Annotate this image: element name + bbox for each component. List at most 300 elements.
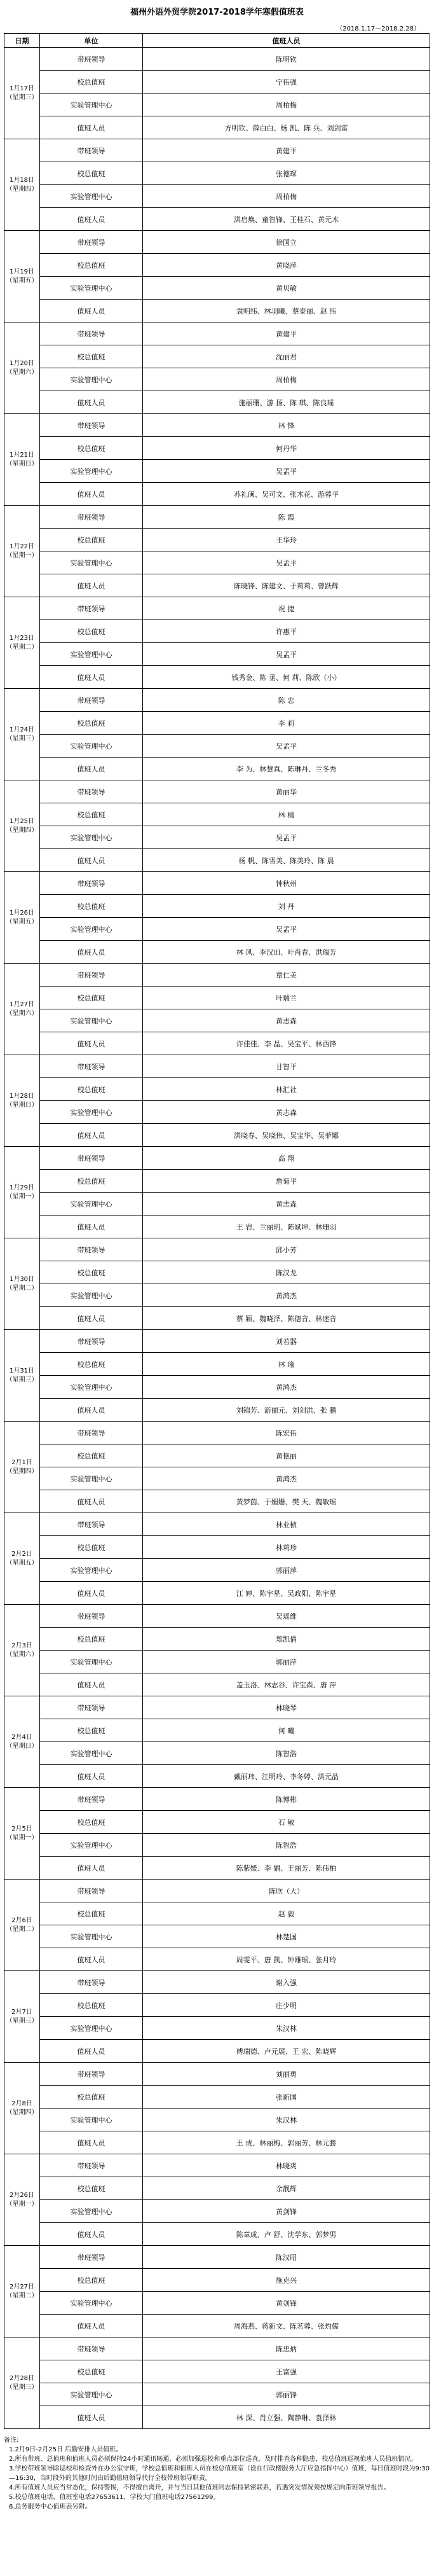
- duty-unit: 校总值班: [40, 712, 143, 735]
- date-cell: [4, 689, 40, 780]
- duty-unit: 实验管理中心: [40, 918, 143, 941]
- date-label: 2月5日: [11, 1825, 32, 1832]
- duty-staff: 徐国立: [143, 231, 430, 254]
- date-label: 1月26日: [9, 909, 35, 917]
- note-item: 5.校总值班电话，值班室电话27653611，学校大门值班电话27561299。: [9, 2494, 220, 2501]
- duty-staff: 袁明纬、林羽曦、蔡泰丽、赵 纬: [143, 300, 430, 322]
- column-header-date: 日期: [4, 34, 40, 48]
- weekday-label: （星期三）: [6, 93, 38, 101]
- duty-unit: 校总值班: [40, 1536, 143, 1559]
- duty-unit: 校总值班: [40, 1902, 143, 1925]
- date-cell: [4, 780, 40, 872]
- date-cell: [4, 2337, 40, 2429]
- duty-staff: 王华玲: [143, 529, 430, 551]
- duty-staff: 高 翔: [143, 1147, 430, 1170]
- date-cell: [4, 2063, 40, 2154]
- duty-unit: 带班领导: [40, 780, 143, 803]
- duty-unit: 值班人员: [40, 1124, 143, 1147]
- duty-staff: 洪晓春、吴晓伟、吴宝华、吴菲娜: [143, 1124, 430, 1147]
- duty-unit: 校总值班: [40, 2177, 143, 2200]
- weekday-label: （星期一）: [6, 2200, 38, 2208]
- duty-unit: 带班领导: [40, 414, 143, 437]
- duty-staff: 盖玉洛、林志谷、许宝森、唐 萍: [143, 1673, 430, 1696]
- duty-staff: 方明钦、薛白白、杨 凯、陈 兵、刘剑雷: [143, 116, 430, 139]
- duty-unit: 校总值班: [40, 620, 143, 643]
- duty-unit: 值班人员: [40, 2223, 143, 2246]
- duty-staff: 林楚国: [143, 1925, 430, 1948]
- duty-staff: 郭丽萍: [143, 1651, 430, 1673]
- duty-staff: 周柏梅: [143, 185, 430, 208]
- duty-unit: 值班人员: [40, 116, 143, 139]
- duty-unit: 校总值班: [40, 2269, 143, 2292]
- date-label: 1月21日: [9, 451, 35, 459]
- duty-unit: 值班人员: [40, 1215, 143, 1238]
- duty-unit: 带班领导: [40, 322, 143, 345]
- duty-staff: 郑凯倩: [143, 1628, 430, 1651]
- duty-unit: 值班人员: [40, 849, 143, 872]
- duty-unit: 实验管理中心: [40, 368, 143, 391]
- duty-unit: 实验管理中心: [40, 1651, 143, 1673]
- duty-unit: 校总值班: [40, 1811, 143, 1834]
- date-cell: [4, 1330, 40, 1422]
- roster-content: [4, 33, 430, 2512]
- duty-staff: 何 曦: [143, 1719, 430, 1742]
- duty-staff: 钟秋州: [143, 872, 430, 895]
- duty-unit: 值班人员: [40, 1857, 143, 1880]
- duty-staff: 郭丽锋: [143, 2383, 430, 2406]
- duty-unit: 实验管理中心: [40, 2383, 143, 2406]
- duty-staff: 陈忠炳: [143, 2337, 430, 2360]
- duty-unit: 校总值班: [40, 71, 143, 93]
- duty-unit: 实验管理中心: [40, 643, 143, 666]
- duty-staff: 朱汉林: [143, 2017, 430, 2040]
- duty-unit: 实验管理中心: [40, 2109, 143, 2131]
- date-cell: [4, 231, 40, 322]
- duty-staff: 陈紫媛、李 娟、王丽芳、陈伟柏: [143, 1857, 430, 1880]
- duty-unit: 带班领导: [40, 2063, 143, 2086]
- weekday-label: （星期六）: [6, 1009, 38, 1017]
- duty-roster-table: [4, 33, 430, 2429]
- weekday-label: （星期四）: [6, 826, 38, 834]
- duty-staff: 林 楠: [143, 803, 430, 826]
- duty-unit: 实验管理中心: [40, 1742, 143, 1765]
- page-title: 福州外语外贸学院2017-2018学年寒假值班表: [130, 8, 304, 17]
- duty-unit: 带班领导: [40, 139, 143, 162]
- duty-staff: 庄少明: [143, 1994, 430, 2017]
- duty-staff: 黄鸿杰: [143, 1467, 430, 1490]
- duty-staff: 李 莉: [143, 712, 430, 735]
- duty-unit: 值班人员: [40, 1582, 143, 1605]
- duty-staff: 林汇社: [143, 1078, 430, 1101]
- duty-unit: 校总值班: [40, 162, 143, 185]
- date-label: 1月24日: [9, 726, 35, 733]
- duty-unit: 实验管理中心: [40, 93, 143, 116]
- duty-staff: 叶瑞兰: [143, 987, 430, 1009]
- duty-unit: 带班领导: [40, 689, 143, 712]
- duty-staff: 黄志森: [143, 1101, 430, 1124]
- duty-staff: 陈宏伟: [143, 1422, 430, 1444]
- weekday-label: （星期六）: [6, 368, 38, 376]
- duty-unit: 校总值班: [40, 254, 143, 277]
- duty-staff: 林晓爽: [143, 2154, 430, 2177]
- duty-unit: 实验管理中心: [40, 2292, 143, 2315]
- duty-staff: 傅瑞德、卢元展、王 宏、陈晓辉: [143, 2040, 430, 2063]
- duty-unit: 带班领导: [40, 2154, 143, 2177]
- date-cell: [4, 1788, 40, 1880]
- duty-staff: 黄志森: [143, 1193, 430, 1215]
- duty-staff: 王 岩、兰丽玥、陈斌坤、林珊羽: [143, 1215, 430, 1238]
- duty-unit: 实验管理中心: [40, 1009, 143, 1032]
- duty-staff: 施克兴: [143, 2269, 430, 2292]
- duty-staff: 詹菊平: [143, 1170, 430, 1193]
- duty-unit: 值班人员: [40, 1032, 143, 1055]
- weekday-label: （星期三）: [6, 1376, 38, 1383]
- duty-staff: 黄剑锋: [143, 2292, 430, 2315]
- column-header-unit: 单位: [40, 34, 143, 48]
- duty-staff: 林 风、李汉田、叶肖春、洪瑞芳: [143, 941, 430, 964]
- duty-staff: 赵 毅: [143, 1902, 430, 1925]
- column-header-staff: 值班人员: [143, 34, 430, 48]
- duty-staff: 黄梦茵、于媚姗、樊 天、魏敏瑶: [143, 1490, 430, 1513]
- duty-unit: 带班领导: [40, 1513, 143, 1536]
- date-label: 1月29日: [9, 1184, 35, 1191]
- duty-unit: 带班领导: [40, 231, 143, 254]
- duty-staff: 吴孟平: [143, 735, 430, 758]
- duty-staff: 章仁美: [143, 964, 430, 987]
- duty-unit: 校总值班: [40, 437, 143, 460]
- duty-staff: 吴孟平: [143, 460, 430, 483]
- duty-unit: 校总值班: [40, 529, 143, 551]
- date-cell: [4, 1605, 40, 1696]
- weekday-label: （星期四）: [6, 2109, 38, 2116]
- date-cell: [4, 1238, 40, 1330]
- weekday-label: （星期一）: [6, 1193, 38, 1200]
- duty-staff: 刘若器: [143, 1330, 430, 1353]
- notes-section: [4, 2435, 430, 2512]
- notes-heading: 备注:: [4, 2437, 19, 2444]
- duty-staff: 刘锦芳、游丽元、刘剑洪、张 鹏: [143, 1399, 430, 1422]
- duty-staff: 林业桢: [143, 1513, 430, 1536]
- date-cell: [4, 1880, 40, 1971]
- date-cell: [4, 1422, 40, 1513]
- date-cell: [4, 322, 40, 414]
- duty-staff: 林 锋: [143, 414, 430, 437]
- duty-unit: 带班领导: [40, 872, 143, 895]
- duty-staff: 林晓琴: [143, 1696, 430, 1719]
- duty-unit: 实验管理中心: [40, 735, 143, 758]
- date-cell: [4, 1147, 40, 1238]
- duty-staff: 郭丽萍: [143, 1559, 430, 1582]
- duty-unit: 校总值班: [40, 1628, 143, 1651]
- date-label: 1月31日: [9, 1367, 35, 1375]
- duty-staff: 黄志森: [143, 1009, 430, 1032]
- duty-staff: 沈丽君: [143, 345, 430, 368]
- date-label: 1月19日: [9, 268, 35, 275]
- duty-unit: 带班领导: [40, 2246, 143, 2269]
- duty-staff: 陈汉昭: [143, 2246, 430, 2269]
- date-label: 2月1日: [11, 1458, 32, 1466]
- duty-staff: 洪启焕、童智锋、王桂石、黄元木: [143, 208, 430, 231]
- date-label: 1月25日: [9, 817, 35, 825]
- duty-staff: 黄鸿杰: [143, 1376, 430, 1399]
- note-item: 3.学校带班领导除巡校和检查外在办公室守班，学校总值班和值班人员在校总值班室（设在行政楼服务大厅应急指挥中心）值班，每日值班时段为9:30—16:30，当时段外的其他时间由后勤值班领导代行全校带班领导职责。: [9, 2465, 430, 2482]
- duty-unit: 值班人员: [40, 1765, 143, 1788]
- duty-unit: 实验管理中心: [40, 1284, 143, 1307]
- duty-staff: 刘 丹: [143, 895, 430, 918]
- duty-unit: 值班人员: [40, 2315, 143, 2337]
- duty-staff: 朱汉林: [143, 2109, 430, 2131]
- note-item: 6.总务服务中心值班表另附。: [9, 2503, 92, 2510]
- duty-unit: 校总值班: [40, 1444, 143, 1467]
- duty-staff: 陈博彬: [143, 1788, 430, 1811]
- duty-unit: 校总值班: [40, 345, 143, 368]
- duty-staff: 杨 帆、陈雪美、陈美玲、陈 晨: [143, 849, 430, 872]
- duty-unit: 值班人员: [40, 391, 143, 414]
- duty-unit: 实验管理中心: [40, 185, 143, 208]
- duty-unit: 带班领导: [40, 1330, 143, 1353]
- duty-staff: 余靓辉: [143, 2177, 430, 2200]
- weekday-label: （星期三）: [6, 2383, 38, 2391]
- date-label: 1月18日: [9, 176, 35, 184]
- weekday-label: （星期五）: [6, 1559, 38, 1567]
- duty-staff: 陈智浩: [143, 1834, 430, 1857]
- duty-unit: 校总值班: [40, 803, 143, 826]
- duty-unit: 带班领导: [40, 1422, 143, 1444]
- date-cell: [4, 506, 40, 597]
- duty-staff: 陈章成、卢 舒、沈学东、郭梦男: [143, 2223, 430, 2246]
- date-label: 1月22日: [9, 543, 35, 550]
- duty-unit: 值班人员: [40, 758, 143, 780]
- duty-staff: 蔡 颖、魏晓泽、陈德音、林迷音: [143, 1307, 430, 1330]
- duty-unit: 值班人员: [40, 1490, 143, 1513]
- duty-unit: 实验管理中心: [40, 826, 143, 849]
- duty-unit: 值班人员: [40, 1948, 143, 1971]
- duty-staff: 祝 捷: [143, 597, 430, 620]
- duty-staff: 谢入强: [143, 1971, 430, 1994]
- date-label: 1月23日: [9, 634, 35, 642]
- duty-staff: 许佳佳、李 晶、吴宝平、林西锋: [143, 1032, 430, 1055]
- duty-staff: 许惠平: [143, 620, 430, 643]
- duty-staff: 何丹华: [143, 437, 430, 460]
- duty-unit: 实验管理中心: [40, 1193, 143, 1215]
- duty-staff: 陈 忠: [143, 689, 430, 712]
- weekday-label: （星期四）: [6, 1467, 38, 1475]
- duty-unit: 值班人员: [40, 1399, 143, 1422]
- weekday-label: （星期二）: [6, 1925, 38, 1933]
- weekday-label: （星期四）: [6, 185, 38, 193]
- duty-unit: 带班领导: [40, 1788, 143, 1811]
- duty-staff: 周柏梅: [143, 93, 430, 116]
- duty-unit: 带班领导: [40, 1971, 143, 1994]
- duty-unit: 校总值班: [40, 1994, 143, 2017]
- duty-staff: 林莉珍: [143, 1536, 430, 1559]
- duty-unit: 实验管理中心: [40, 1925, 143, 1948]
- duty-staff: 刘丽勇: [143, 2063, 430, 2086]
- date-cell: [4, 1696, 40, 1788]
- duty-staff: 黄晓萍: [143, 254, 430, 277]
- duty-staff: 周雯平、唐 凯、钟雄瑶、张月玲: [143, 1948, 430, 1971]
- duty-staff: 吴孟平: [143, 551, 430, 574]
- date-label: 1月27日: [9, 1001, 35, 1008]
- date-label: 1月30日: [9, 1275, 35, 1283]
- duty-unit: 实验管理中心: [40, 1376, 143, 1399]
- weekday-label: （星期二）: [6, 643, 38, 651]
- duty-staff: 戴丽玮、江明玲、李冬婷、洪元晶: [143, 1765, 430, 1788]
- schedule-period: （2018.1.17－2018.2.28）: [336, 25, 420, 32]
- duty-unit: 带班领导: [40, 1055, 143, 1078]
- weekday-label: （星期六）: [6, 1651, 38, 1658]
- duty-staff: 黄建平: [143, 322, 430, 345]
- weekday-label: （星期三）: [6, 2017, 38, 2025]
- duty-unit: 实验管理中心: [40, 2200, 143, 2223]
- duty-unit: 校总值班: [40, 895, 143, 918]
- date-cell: [4, 2246, 40, 2337]
- duty-staff: 苏礼闽、吴可文、张木花、游蓉平: [143, 483, 430, 506]
- duty-unit: 校总值班: [40, 2086, 143, 2109]
- duty-staff: 陈汉龙: [143, 1261, 430, 1284]
- duty-unit: 值班人员: [40, 941, 143, 964]
- weekday-label: （星期日）: [6, 1101, 38, 1109]
- duty-staff: 吴瑶维: [143, 1605, 430, 1628]
- duty-unit: 值班人员: [40, 2406, 143, 2429]
- duty-unit: 带班领导: [40, 506, 143, 529]
- date-cell: [4, 414, 40, 506]
- note-item: 2.所有带班、总值班和值班人员必须保持24小时通讯畅通，必须加强巡校和重点部位巡查，及时排查各种隐患，校总值班巡视值班人员值班情况。: [9, 2456, 417, 2463]
- weekday-label: （星期一）: [6, 551, 38, 559]
- duty-unit: 值班人员: [40, 666, 143, 689]
- duty-unit: 校总值班: [40, 987, 143, 1009]
- duty-staff: 吴孟平: [143, 643, 430, 666]
- duty-staff: 王富强: [143, 2360, 430, 2383]
- duty-staff: 宁伟强: [143, 71, 430, 93]
- duty-staff: 周柏梅: [143, 368, 430, 391]
- duty-unit: 值班人员: [40, 574, 143, 597]
- duty-unit: 实验管理中心: [40, 460, 143, 483]
- weekday-label: （星期日）: [6, 460, 38, 467]
- duty-unit: 值班人员: [40, 1673, 143, 1696]
- duty-staff: 陈晓锋、陈建文、于莉莉、曾跃辉: [143, 574, 430, 597]
- duty-unit: 实验管理中心: [40, 1834, 143, 1857]
- date-label: 1月20日: [9, 359, 35, 367]
- date-cell: [4, 1513, 40, 1605]
- date-label: 2月4日: [11, 1733, 32, 1741]
- note-item: 1.2月9日-2月25日 后勤安排人员值班。: [9, 2446, 123, 2453]
- duty-unit: 值班人员: [40, 208, 143, 231]
- duty-staff: 吴孟平: [143, 826, 430, 849]
- duty-staff: 江 婷、陈宇星、吴政阳、陈宇星: [143, 1582, 430, 1605]
- date-label: 2月7日: [11, 2008, 32, 2016]
- weekday-label: （星期日）: [6, 1742, 38, 1750]
- duty-unit: 校总值班: [40, 1078, 143, 1101]
- date-label: 2月6日: [11, 1916, 32, 1924]
- duty-unit: 带班领导: [40, 964, 143, 987]
- duty-unit: 值班人员: [40, 300, 143, 322]
- duty-staff: 林 瑜: [143, 1353, 430, 1376]
- duty-unit: 实验管理中心: [40, 2017, 143, 2040]
- duty-unit: 实验管理中心: [40, 1101, 143, 1124]
- duty-unit: 校总值班: [40, 1719, 143, 1742]
- duty-staff: 王 成、林丽梅、郭丽芳、林元勝: [143, 2131, 430, 2154]
- date-cell: [4, 1055, 40, 1147]
- duty-unit: 值班人员: [40, 1307, 143, 1330]
- duty-staff: 黄贝敏: [143, 277, 430, 300]
- duty-unit: 带班领导: [40, 1238, 143, 1261]
- weekday-label: （星期三）: [6, 735, 38, 742]
- date-cell: [4, 597, 40, 689]
- duty-unit: 带班领导: [40, 2337, 143, 2360]
- date-cell: [4, 139, 40, 231]
- duty-staff: 林 深、肖立强、陶静琳、袁泽林: [143, 2406, 430, 2429]
- duty-staff: 黄艳丽: [143, 1444, 430, 1467]
- duty-staff: 黄鸿杰: [143, 1284, 430, 1307]
- duty-staff: 钱秀金、陈 丞、何 莉、陈欣（小）: [143, 666, 430, 689]
- weekday-label: （星期二）: [6, 1284, 38, 1292]
- weekday-label: （星期二）: [6, 2292, 38, 2299]
- duty-staff: 邱小芳: [143, 1238, 430, 1261]
- weekday-label: （星期五）: [6, 918, 38, 925]
- duty-staff: 张德琛: [143, 162, 430, 185]
- duty-unit: 实验管理中心: [40, 551, 143, 574]
- weekday-label: （星期一）: [6, 1834, 38, 1841]
- date-label: 1月28日: [9, 1092, 35, 1100]
- date-label: 2月28日: [9, 2374, 35, 2382]
- duty-staff: 周海燕、蒋新文、陈茗蓉、张灼儒: [143, 2315, 430, 2337]
- duty-staff: 陈欣（大）: [143, 1880, 430, 1902]
- date-cell: [4, 872, 40, 964]
- date-label: 2月2日: [11, 1550, 32, 1558]
- duty-staff: 陈智浩: [143, 1742, 430, 1765]
- weekday-label: （星期五）: [6, 277, 38, 284]
- duty-staff: 施丽珊、游 扬、陈 琪、陈良瑶: [143, 391, 430, 414]
- duty-staff: 黄丽华: [143, 780, 430, 803]
- date-cell: [4, 1971, 40, 2063]
- date-label: 2月27日: [9, 2283, 35, 2290]
- duty-staff: 黄剑锋: [143, 2200, 430, 2223]
- duty-unit: 带班领导: [40, 1880, 143, 1902]
- date-label: 2月3日: [11, 1642, 32, 1649]
- duty-unit: 校总值班: [40, 1353, 143, 1376]
- duty-unit: 值班人员: [40, 2131, 143, 2154]
- date-cell: [4, 48, 40, 139]
- duty-unit: 带班领导: [40, 597, 143, 620]
- date-label: 1月17日: [9, 85, 35, 92]
- duty-unit: 校总值班: [40, 1170, 143, 1193]
- note-item: 4.所有值班人员应当常态化，保持警惕，不得擅自离开，并与当日其他值班同志保持紧密联系，若遇突发情况须按规定向带班领导报告。: [9, 2484, 390, 2491]
- duty-unit: 实验管理中心: [40, 277, 143, 300]
- duty-unit: 带班领导: [40, 1605, 143, 1628]
- duty-unit: 实验管理中心: [40, 1559, 143, 1582]
- duty-unit: 带班领导: [40, 48, 143, 71]
- duty-staff: 吴孟平: [143, 918, 430, 941]
- duty-staff: 甘智平: [143, 1055, 430, 1078]
- duty-staff: 陈明钦: [143, 48, 430, 71]
- duty-unit: 值班人员: [40, 483, 143, 506]
- duty-staff: 黄建平: [143, 139, 430, 162]
- date-label: 2月8日: [11, 2100, 32, 2107]
- date-label: 2月26日: [9, 2191, 35, 2199]
- duty-unit: 值班人员: [40, 2040, 143, 2063]
- duty-unit: 实验管理中心: [40, 1467, 143, 1490]
- date-cell: [4, 964, 40, 1055]
- duty-staff: 张新国: [143, 2086, 430, 2109]
- duty-unit: 带班领导: [40, 1696, 143, 1719]
- duty-unit: 带班领导: [40, 1147, 143, 1170]
- duty-staff: 石 敏: [143, 1811, 430, 1834]
- duty-staff: 陈 霞: [143, 506, 430, 529]
- duty-unit: 校总值班: [40, 1261, 143, 1284]
- date-cell: [4, 2154, 40, 2246]
- duty-staff: 李 为、林慧真、陈琳丹、兰冬秀: [143, 758, 430, 780]
